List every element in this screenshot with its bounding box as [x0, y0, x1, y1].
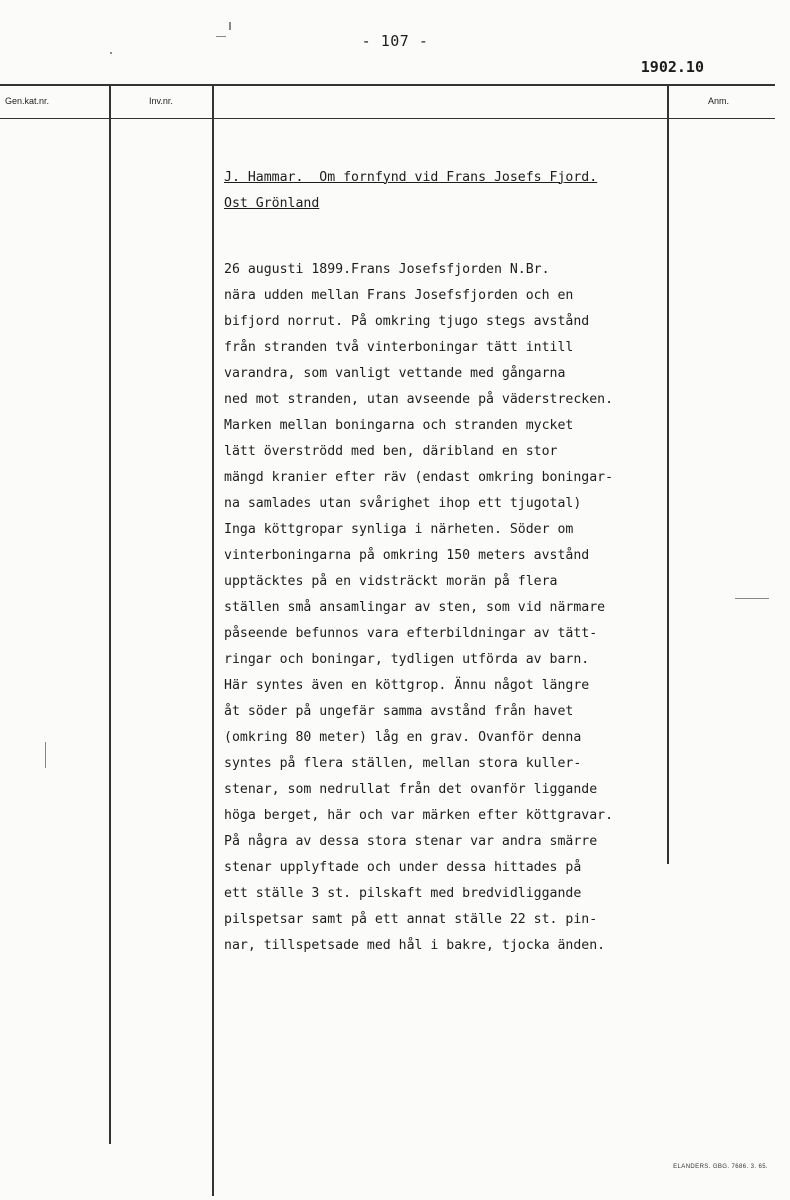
text-line: 26 augusti 1899.Frans Josefsfjorden N.Br.	[224, 262, 550, 277]
column-divider-1	[109, 84, 111, 1144]
scan-speck	[110, 52, 112, 54]
text-line: (omkring 80 meter) låg en grav. Ovanför denna	[224, 730, 582, 745]
text-line: vinterboningarna på omkring 150 meters avstånd	[224, 548, 590, 563]
header-underline	[0, 118, 775, 119]
page-number: - 107 -	[361, 32, 429, 50]
text-line: höga berget, här och var märken efter köttgravar.	[224, 808, 614, 823]
text-line: syntes på flera ställen, mellan stora kuller-	[224, 756, 582, 771]
scan-speck	[216, 36, 226, 37]
column-divider-2	[212, 84, 214, 1196]
document-title-line: Ost Grönland	[224, 196, 320, 211]
text-line: påseende befunnos vara efterbildningar av tätt-	[224, 626, 598, 641]
text-line: pilspetsar samt på ett annat ställe 22 st. pin-	[224, 912, 598, 927]
text-line: bifjord norrut. På omkring tjugo stegs avstånd	[224, 314, 590, 329]
text-line: nar, tillspetsade med hål i bakre, tjocka änden.	[224, 938, 606, 953]
text-line: På några av dessa stora stenar var andra smärre	[224, 834, 598, 849]
scan-speck	[229, 22, 231, 30]
text-line: Marken mellan boningarna och stranden mycket	[224, 418, 574, 433]
scan-speck	[735, 598, 769, 599]
text-line: från stranden två vinterboningar tätt intill	[224, 340, 574, 355]
text-line: stenar upplyftade och under dessa hittades på	[224, 860, 582, 875]
text-line: Här syntes även en köttgrop. Ännu något längre	[224, 678, 590, 693]
text-line: mängd kranier efter räv (endast omkring boningar-	[224, 470, 614, 485]
text-line: lätt överströdd med ben, däribland en stor	[224, 444, 558, 459]
title-gap	[224, 217, 724, 257]
scan-speck	[45, 742, 46, 768]
header-rule	[0, 84, 775, 86]
text-line: varandra, som vanligt vettande med gångarna	[224, 366, 566, 381]
document-title-line: J. Hammar. Om fornfynd vid Frans Josefs Fjord.	[224, 170, 598, 185]
column-header-inv-nr: Inv.nr.	[149, 96, 173, 106]
text-line: upptäcktes på en vidsträckt morän på flera	[224, 574, 558, 589]
text-line: åt söder på ungefär samma avstånd från havet	[224, 704, 574, 719]
text-line: ett ställe 3 st. pilskaft med bredvidliggande	[224, 886, 582, 901]
printer-mark: ELANDERS. GBG. 7686. 3. 65.	[673, 1164, 768, 1170]
column-header-anm: Anm.	[708, 96, 730, 106]
text-line: nära udden mellan Frans Josefsfjorden och en	[224, 288, 574, 303]
text-line: Inga köttgropar synliga i närheten. Söder om	[224, 522, 574, 537]
text-line: ned mot stranden, utan avseende på väderstrecken.	[224, 392, 614, 407]
text-line: stenar, som nedrullat från det ovanför liggande	[224, 782, 598, 797]
text-line: ställen små ansamlingar av sten, som vid närmare	[224, 600, 606, 615]
column-header-gen-kat-nr: Gen.kat.nr.	[5, 96, 50, 106]
document-body	[224, 165, 724, 959]
catalog-number: 1902.10	[640, 58, 704, 76]
text-line: ringar och boningar, tydligen utförda av barn.	[224, 652, 590, 667]
text-line: na samlades utan svårighet ihop ett tjugotal)	[224, 496, 582, 511]
